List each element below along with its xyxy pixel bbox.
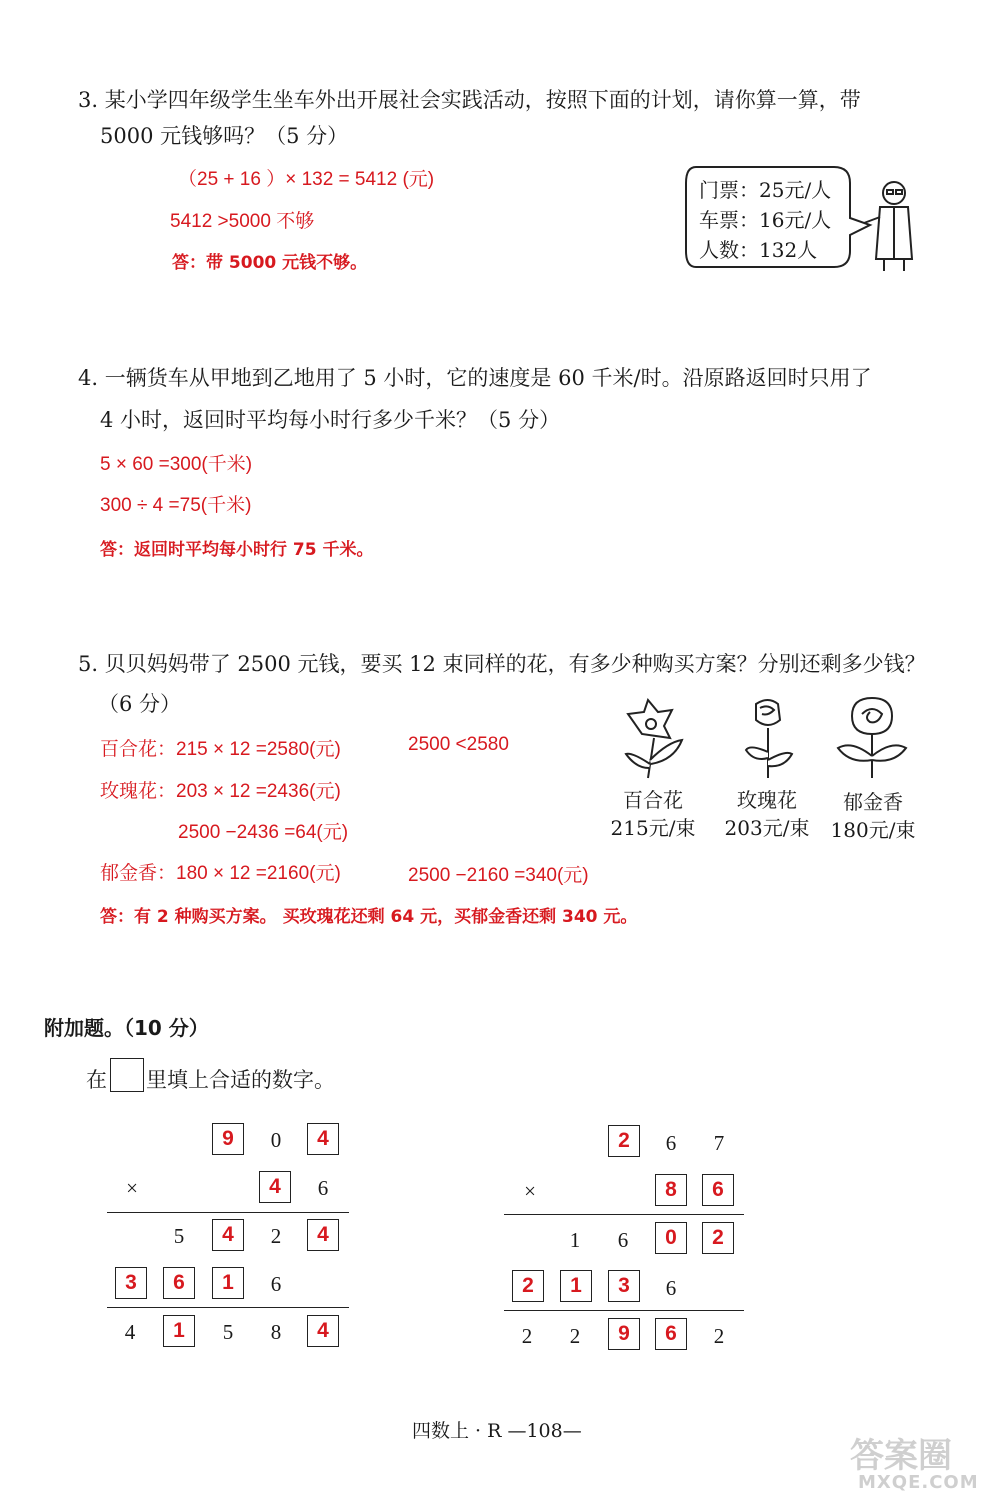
lily-name: 百合花 (623, 788, 683, 812)
q5-tulip-calc: 郁金香：180 × 12 =2160(元) (100, 863, 341, 884)
digit: 4 (124, 1320, 136, 1344)
digit: 6 (665, 1131, 677, 1155)
answer-box[interactable]: 6 (702, 1174, 734, 1206)
watermark-url: MXQE.COM (858, 1472, 979, 1493)
answer-box[interactable]: 2 (608, 1125, 640, 1157)
sum-line (107, 1307, 349, 1308)
q4-answer-3: 答：返回时平均每小时行 75 千米。 (100, 540, 374, 560)
q5-lily-compare: 2500 <2580 (408, 734, 509, 755)
answer-box[interactable]: 4 (307, 1315, 339, 1347)
bonus-instr-post: 里填上合适的数字。 (146, 1068, 335, 1092)
digit: 6 (317, 1176, 329, 1200)
sample-empty-box (110, 1058, 144, 1092)
answer-box[interactable]: 6 (163, 1267, 195, 1299)
digit: 7 (713, 1131, 725, 1155)
q3-text-line1: 3. 某小学四年级学生坐车外出开展社会实践活动，按照下面的计划，请你算一算，带 (78, 88, 861, 112)
digit: 2 (569, 1324, 581, 1348)
rose-icon (738, 694, 798, 780)
answer-box[interactable]: 4 (307, 1123, 339, 1155)
sum-line (107, 1212, 349, 1213)
digit: 1 (569, 1228, 581, 1252)
digit: 8 (270, 1320, 282, 1344)
digit: 6 (617, 1228, 629, 1252)
answer-box[interactable]: 3 (608, 1270, 640, 1302)
rose-price: 203元/束 (724, 816, 810, 840)
q4-answer-1: 5 × 60 =300(千米) (100, 454, 253, 475)
page-footer: 四数上 · R —108— (412, 1420, 582, 1442)
q3-answer-3: 答：带 5000 元钱不够。 (172, 253, 368, 273)
q3-answer-1: （25 + 16 ）× 132 = 5412 (元) (178, 169, 435, 190)
answer-box[interactable]: 2 (512, 1270, 544, 1302)
q4-answer-2: 300 ÷ 4 =75(千米) (100, 495, 252, 516)
q5-lily-calc: 百合花：215 × 12 =2580(元) (100, 739, 341, 760)
answer-box[interactable]: 4 (307, 1219, 339, 1251)
rose-name: 玫瑰花 (737, 788, 797, 812)
answer-box[interactable]: 9 (608, 1318, 640, 1350)
answer-box[interactable]: 3 (115, 1267, 147, 1299)
lily-price: 215元/束 (610, 816, 696, 840)
answer-box[interactable]: 1 (560, 1270, 592, 1302)
bubble-people-count: 人数：132人 (699, 238, 818, 262)
times-sign: × (524, 1179, 536, 1203)
q5-rose-calc: 玫瑰花：203 × 12 =2436(元) (100, 781, 341, 802)
answer-box[interactable]: 4 (259, 1171, 291, 1203)
sum-line (504, 1214, 744, 1215)
q4-text-line2: 4 小时，返回时平均每小时行多少千米？（5 分） (100, 408, 561, 432)
tulip-price: 180元/束 (830, 818, 916, 842)
bonus-instr-pre: 在 (86, 1068, 107, 1092)
bonus-title: 附加题。（10 分） (44, 1016, 209, 1040)
q5-answer-final: 答：有 2 种购买方案。 买玫瑰花还剩 64 元，买郁金香还剩 340 元。 (100, 907, 638, 927)
bubble-bus-price: 车票：16元/人 (699, 208, 832, 232)
teacher-figure-icon (864, 182, 912, 271)
q5-text-line1: 5. 贝贝妈妈带了 2500 元钱，要买 12 束同样的花，有多少种购买方案？分别还剩多少钱？ (78, 652, 926, 676)
answer-box[interactable]: 9 (212, 1123, 244, 1155)
q5-text-line2: （6 分） (98, 692, 182, 716)
tulip-name: 郁金香 (843, 790, 903, 814)
digit: 2 (270, 1224, 282, 1248)
answer-box[interactable]: 0 (655, 1222, 687, 1254)
digit: 5 (222, 1320, 234, 1344)
q5-rose-remain: 2500 −2436 =64(元) (178, 822, 349, 843)
answer-box[interactable]: 1 (212, 1267, 244, 1299)
digit: 6 (665, 1276, 677, 1300)
answer-box[interactable]: 2 (702, 1222, 734, 1254)
digit: 2 (521, 1324, 533, 1348)
q3-text-line2: 5000 元钱够吗？（5 分） (100, 124, 349, 148)
digit: 0 (270, 1128, 282, 1152)
tulip-icon (832, 694, 912, 780)
lily-icon (618, 694, 690, 780)
answer-box[interactable]: 8 (655, 1174, 687, 1206)
digit: 6 (270, 1272, 282, 1296)
bubble-ticket-price: 门票：25元/人 (699, 178, 832, 202)
q5-tulip-remain: 2500 −2160 =340(元) (408, 865, 589, 886)
times-sign: × (126, 1176, 138, 1200)
q3-answer-2: 5412 >5000 不够 (170, 211, 315, 232)
digit: 5 (173, 1224, 185, 1248)
watermark-logo: 答案圈 (850, 1436, 952, 1476)
answer-box[interactable]: 1 (163, 1315, 195, 1347)
q4-text-line1: 4. 一辆货车从甲地到乙地用了 5 小时，它的速度是 60 千米/时。沿原路返回时只用了 (78, 366, 872, 390)
sum-line (504, 1310, 744, 1311)
answer-box[interactable]: 4 (212, 1219, 244, 1251)
answer-box[interactable]: 6 (655, 1318, 687, 1350)
digit: 2 (713, 1324, 725, 1348)
